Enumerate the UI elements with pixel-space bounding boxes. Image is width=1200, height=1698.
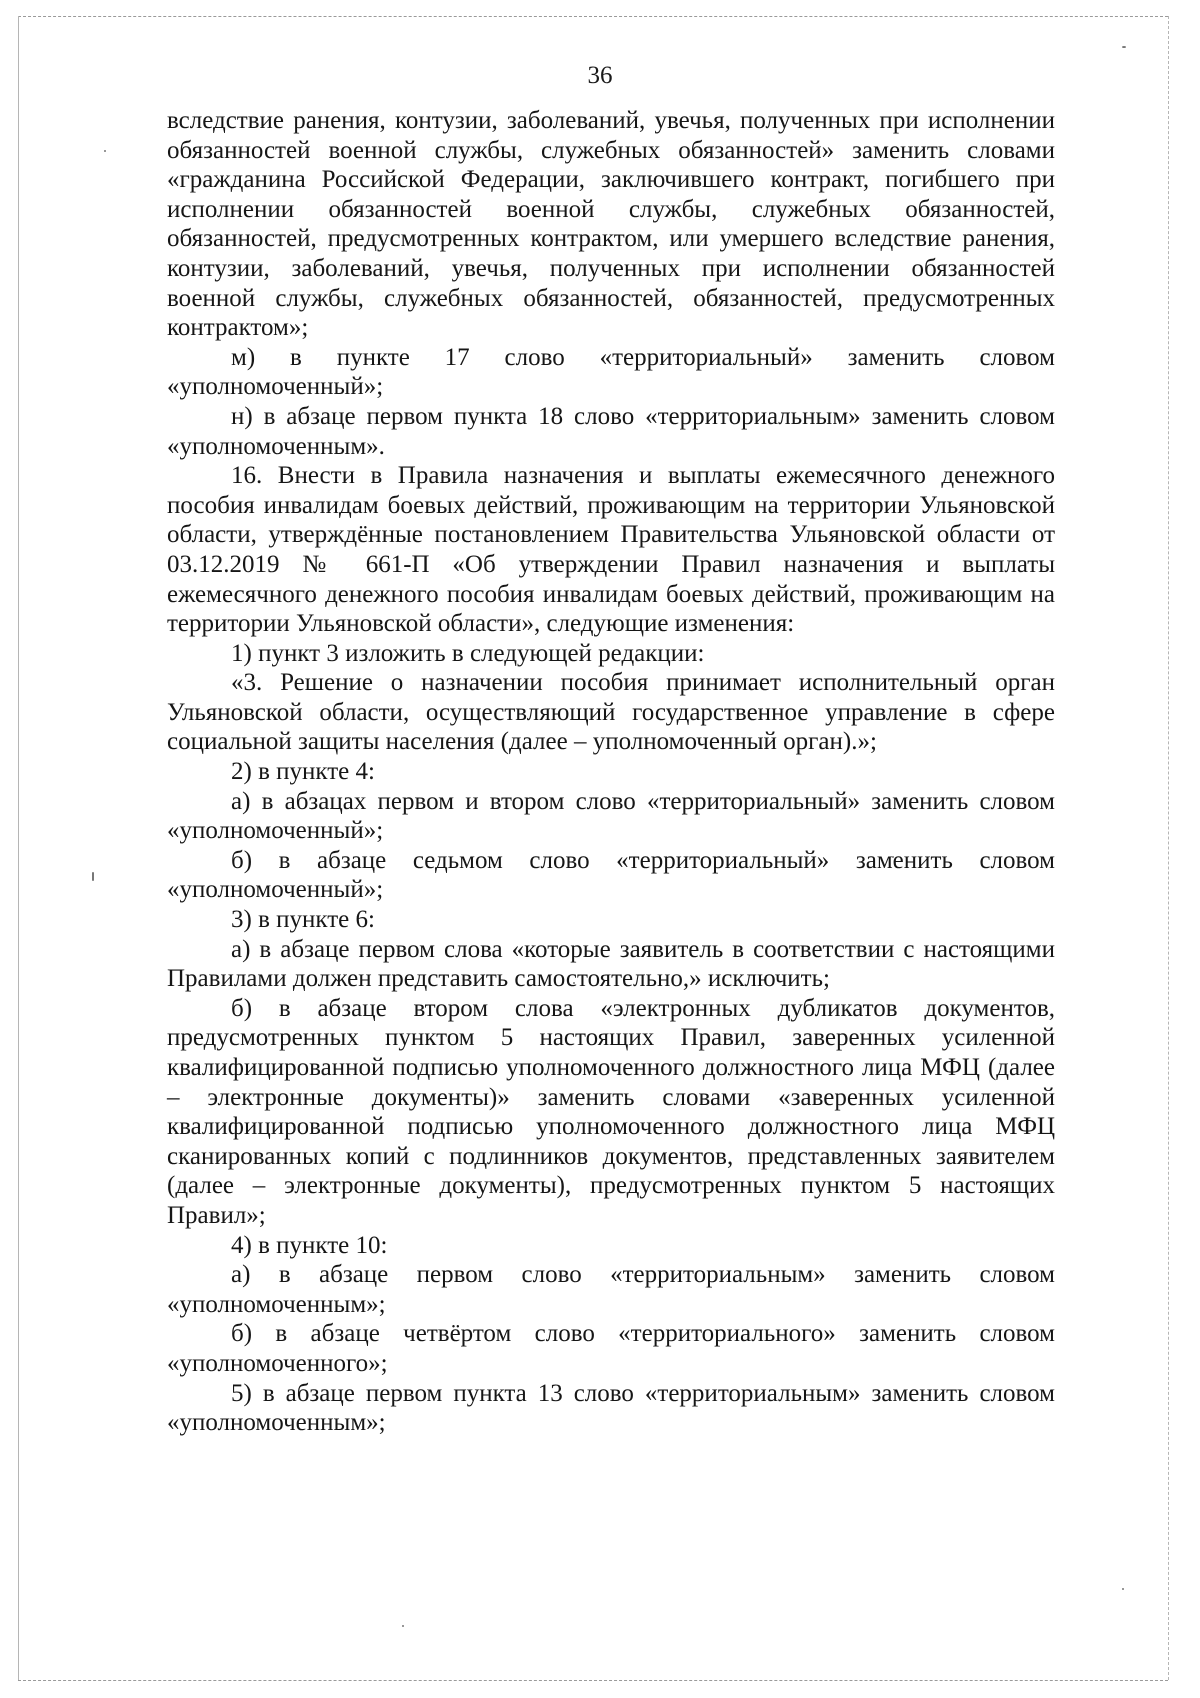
scan-border-right [1168, 16, 1169, 1680]
paragraph-point-2: 2) в пункте 4: [231, 758, 375, 786]
paragraph-point-3: 3) в пункте 6: [231, 906, 375, 934]
scan-speck [1122, 46, 1126, 48]
paragraph-point-4-b: б) в абзаце четвёртом слово «территориального» заменить словом «уполномоченного»; [167, 1320, 1055, 1377]
paragraph-point-4: 4) в пункте 10: [231, 1231, 388, 1259]
paragraph-point-1: 1) пункт 3 изложить в следующей редакции: [231, 639, 705, 667]
scan-speck [104, 150, 106, 152]
paragraph-section-16: 16. Внести в Правила назначения и выплаты ежемесячного денежного пособия инвалидам боевых действий, проживающим на территории Ульяновской области, утверждённые постановлением Правительства Ульяновской области от 03.12.2019 № 661-П «Об утверждении Правил назначения и выплаты ежемесячного денежного пособия инвалидам боевых действий, проживающим на территории Ульяновской области», следующие изменения: [167, 462, 1055, 638]
paragraph-point-2-a: а) в абзацах первом и втором слово «территориальный» заменить словом «уполномоченный»; [167, 787, 1055, 845]
paragraph-quoted-point-3: «3. Решение о назначении пособия принимает исполнительный орган Ульяновской области, осуществляющий государственное управление в сфере социальной защиты населения (далее – уполномоченный орган).»; [167, 669, 1055, 756]
paragraph-point-5: 5) в абзаце первом пункта 13 слово «территориальным» заменить словом «уполномоченным»; [167, 1379, 1055, 1437]
paragraph-point-3-b: б) в абзаце втором слова «электронных дубликатов документов, предусмотренных пунктом 5 настоящих Правил, заверенных усиленной квалифицированной подписью уполномоченного должностного лица МФЦ (далее – электронные документы)» заменить словами «заверенных усиленной квалифицированной подписью уполномоченного должностного лица МФЦ сканированных копий с подлинников документов, представленных заявителем (далее – электронные документы), предусмотренных пунктом 5 настоящих Правил»; [167, 994, 1055, 1229]
scan-border-bottom [18, 1680, 1168, 1681]
scan-speck [92, 872, 94, 881]
scan-speck [402, 1625, 404, 1627]
scan-border-top [18, 16, 1168, 17]
paragraph-continuation: вследствие ранения, контузии, заболеваний, увечья, полученных при исполнении обязанностей военной службы, служебных обязанностей» заменить словами «гражданина Российской Федерации, заключившего контракт, погибшего при исполнении обязанностей военной службы, служебных обязанностей, обязанностей, предусмотренных контрактом, или умершего вследствие ранения, контузии, заболеваний, увечья, полученных при исполнении обязанностей военной службы, служебных обязанностей, обязанностей, предусмотренных контрактом»; [167, 107, 1055, 342]
paragraph-point-3-a: а) в абзаце первом слова «которые заявитель в соответствии с настоящими Правилами должен представить самостоятельно,» исключить; [167, 935, 1055, 993]
scan-border-left [18, 16, 19, 1680]
paragraph-item-m: м) в пункте 17 слово «территориальный» заменить словом «уполномоченный»; [167, 343, 1055, 401]
document-body [167, 106, 1055, 1438]
scan-speck [1122, 1588, 1124, 1590]
paragraph-item-n: н) в абзаце первом пункта 18 слово «территориальным» заменить словом «уполномоченным». [167, 402, 1055, 460]
page-number: 36 [587, 62, 613, 89]
paragraph-point-2-b: б) в абзаце седьмом слово «территориальный» заменить словом «уполномоченный»; [167, 846, 1055, 904]
paragraph-point-4-a: а) в абзаце первом слово «территориальным» заменить словом «уполномоченным»; [167, 1261, 1055, 1318]
